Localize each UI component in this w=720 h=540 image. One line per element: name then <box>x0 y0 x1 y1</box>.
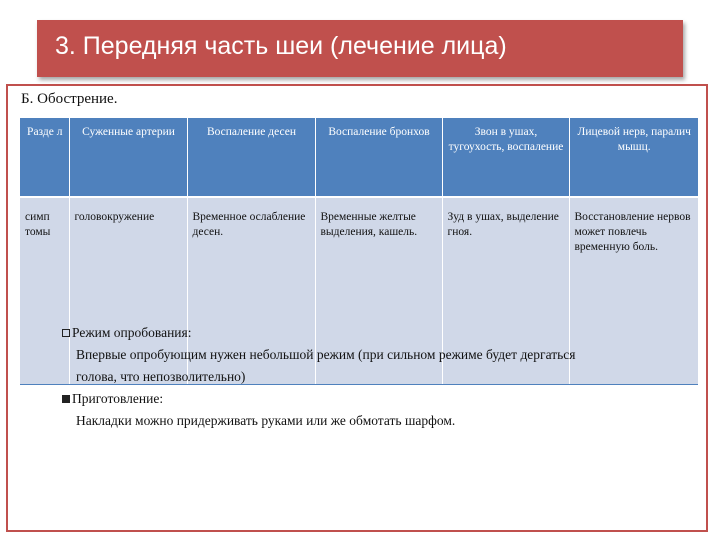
table-cell: Зуд в ушах, выделение гноя. <box>442 197 569 384</box>
table-cell: Временные желтые выделения, кашель. <box>315 197 442 384</box>
table-cell: симп томы <box>20 197 69 384</box>
notes <box>62 322 576 432</box>
table-header-row <box>20 118 698 197</box>
note-text-1a: Впервые опробующим нужен небольшой режим (при сильном режиме будет дергаться <box>76 347 576 362</box>
note-text-1b: голова, что непозволительно) <box>76 369 246 384</box>
title-bar <box>37 20 683 77</box>
table-cell: головокружение <box>69 197 187 384</box>
square-bullet-icon <box>62 329 70 337</box>
header-cell: Суженные артерии <box>69 118 187 197</box>
note-label-2: Приготовление: <box>72 391 164 406</box>
table-cell: Восстановление нервов может повлечь временную боль. <box>569 197 698 384</box>
slide-title: 3. Передняя часть шеи (лечение лица) <box>55 32 507 60</box>
header-cell: Звон в ушах, тугоухость, воспаление <box>442 118 569 197</box>
table-cell: Временное ослабление десен. <box>187 197 315 384</box>
header-cell: Воспаление бронхов <box>315 118 442 197</box>
filled-square-bullet-icon <box>62 395 70 403</box>
note-text-2: Накладки можно придерживать руками или же обмотать шарфом. <box>76 413 456 428</box>
note-item-1 <box>62 322 576 344</box>
header-cell: Воспаление десен <box>187 118 315 197</box>
header-cell: Лицевой нерв, паралич мышц. <box>569 118 698 197</box>
header-cell: Разде л <box>20 118 69 197</box>
section-subtitle: Б. Обострение. <box>21 91 118 107</box>
note-item-2 <box>62 388 576 410</box>
note-label-1: Режим опробования: <box>72 325 192 340</box>
